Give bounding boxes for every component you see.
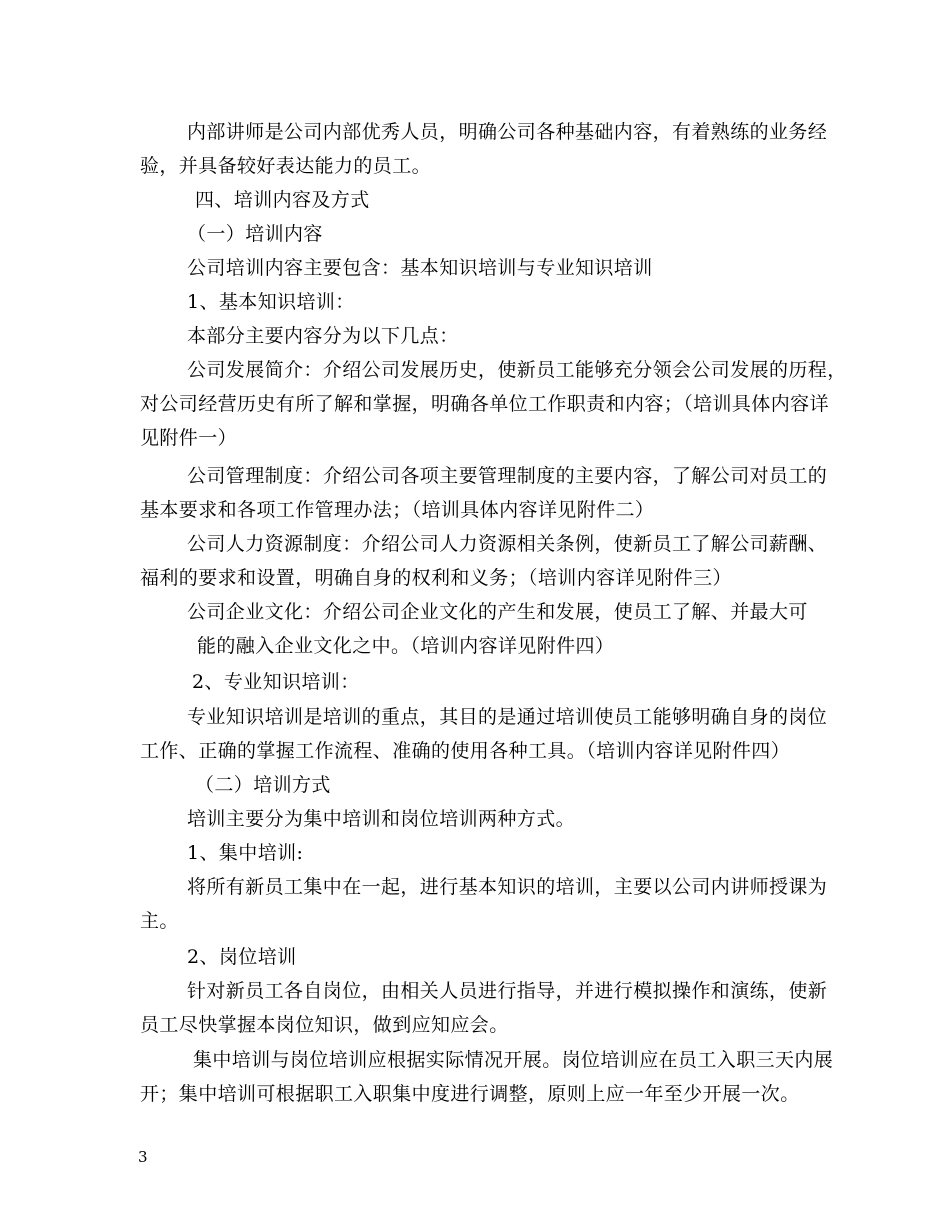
- text-line: 基本要求和各项工作管理办法；（培训具体内容详见附件二）: [140, 499, 655, 521]
- subsection-heading: （一）培训内容: [187, 223, 323, 245]
- text-line: 内部讲师是公司内部优秀人员，明确公司各种基础内容，有着熟练的业务经: [187, 121, 828, 143]
- text-line: 福利的要求和设置，明确自身的权利和义务；（培训内容详见附件三）: [140, 567, 732, 589]
- text-line: 主。: [140, 910, 179, 932]
- text-line: 公司企业文化：介绍公司企业文化的产生和发展，使员工了解、并最大可: [187, 601, 808, 623]
- item-heading: 2、专业知识培训：: [192, 671, 360, 693]
- text-line: 专业知识培训是培训的重点，其目的是通过培训使员工能够明确自身的岗位: [187, 706, 828, 728]
- text-line: 见附件一）: [140, 427, 238, 449]
- text-line: 集中培训与岗位培训应根据实际情况开展。岗位培训应在员工入职三天内展: [193, 1049, 834, 1071]
- page-number: 3: [138, 1148, 148, 1166]
- text-line: 公司管理制度：介绍公司各项主要管理制度的主要内容，了解公司对员工的: [187, 465, 828, 487]
- text-line: 针对新员工各自岗位，由相关人员进行指导，并进行模拟操作和演练，使新: [187, 980, 828, 1002]
- text-line: 培训主要分为集中培训和岗位培训两种方式。: [187, 808, 576, 830]
- text-line: 本部分主要内容分为以下几点：: [187, 325, 459, 347]
- item-heading: 1、集中培训:: [187, 842, 304, 864]
- text-line: 能的融入企业文化之中。（培训内容详见附件四）: [197, 635, 615, 657]
- subsection-heading: （二）培训方式: [195, 774, 331, 796]
- text-line: 对公司经营历史有所了解和掌握，明确各单位工作职责和内容；（培训具体内容详: [140, 393, 829, 415]
- item-heading: 2、岗位培训: [187, 946, 297, 968]
- text-line: 公司人力资源制度：介绍公司人力资源相关条例，使新员工了解公司薪酬、: [187, 533, 828, 555]
- item-heading: 1、基本知识培训：: [187, 291, 355, 313]
- text-line: 员工尽快掌握本岗位知识，做到应知应会。: [140, 1014, 509, 1036]
- text-line: 工作、正确的掌握工作流程、准确的使用各种工具。（培训内容详见附件四）: [140, 740, 791, 762]
- text-line: 验，并具备较好表达能力的员工。: [140, 155, 432, 177]
- text-line: 公司培训内容主要包含：基本知识培训与专业知识培训: [187, 257, 653, 279]
- text-line: 将所有新员工集中在一起，进行基本知识的培训，主要以公司内讲师授课为: [187, 876, 828, 898]
- text-line: 公司发展简介：介绍公司发展历史，使新员工能够充分领会公司发展的历程，: [187, 359, 847, 381]
- text-line: 开；集中培训可根据职工入职集中度进行调整，原则上应一年至少开展一次。: [140, 1083, 800, 1105]
- section-heading: 四、培训内容及方式: [195, 189, 370, 211]
